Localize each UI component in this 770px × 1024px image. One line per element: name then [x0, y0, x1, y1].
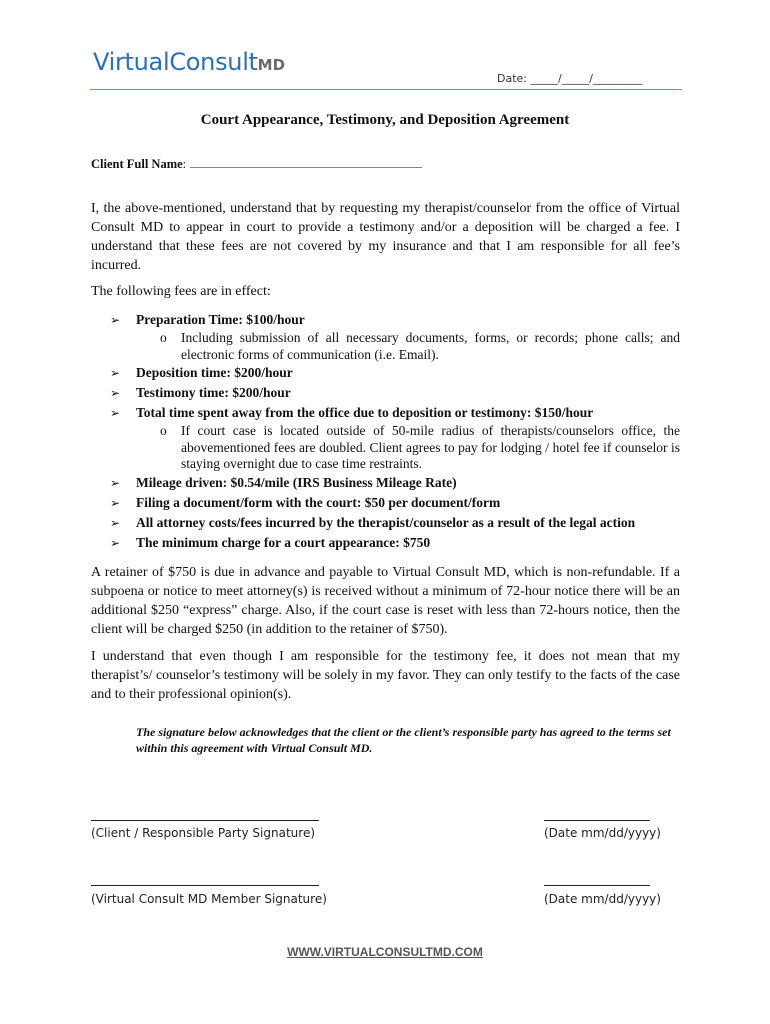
testimony-paragraph: I understand that even though I am responsible for the testimony fee, it does not mean that my therapist’s/ counselor’s testimony will be solely in my favor. They can only testify to the facts of the case and to their professional opinion(s). [91, 649, 680, 702]
fee-item [110, 513, 680, 533]
header-date-field: Date: _____/_____/_________ [497, 72, 643, 85]
member-signature-caption: (Virtual Consult MD Member Signature) [91, 892, 327, 906]
fee-item [110, 403, 680, 473]
circle-bullet-icon: o [160, 330, 167, 345]
fee-item [110, 363, 680, 383]
arrow-bullet-icon: ➢ [110, 535, 121, 550]
fee-label: Filing a document/form with the court: $50 per document/form [136, 494, 501, 510]
member-date-caption: (Date mm/dd/yyyy) [544, 892, 661, 906]
member-signature-line[interactable] [91, 885, 319, 886]
arrow-bullet-icon: ➢ [110, 313, 121, 327]
arrow-bullet-icon: ➢ [110, 495, 121, 510]
retainer-paragraph: A retainer of $750 is due in advance and payable to Virtual Consult MD, which is non-refundable. If a subpoena or notice to meet attorney(s) is received without a minimum of 72-hour notice there will be an additional $250 “express” charge. Also, if the court case is reset with less than 72-hours notice, then the client will be charged $250 (in addition to the retainer of $750). [91, 565, 680, 637]
circle-bullet-icon: o [160, 423, 167, 438]
fee-label: All attorney costs/fees incurred by the therapist/counselor as a result of the legal action [136, 514, 636, 530]
fee-label: Preparation Time: $100/hour [136, 312, 305, 327]
fee-subitem [136, 423, 680, 473]
intro-paragraph: I, the above-mentioned, understand that by requesting my therapist/counselor from the office of Virtual Consult MD to appear in court to provide a testimony and/or a deposition will be charged a fee. I understand that these fees are not covered by my insurance and that I am responsible for all fee’s incurred. [91, 201, 680, 273]
arrow-bullet-icon: ➢ [110, 406, 121, 420]
arrow-bullet-icon: ➢ [110, 515, 121, 530]
fee-label: Testimony time: $200/hour [136, 385, 291, 400]
fee-label: Total time spent away from the office due to deposition or testimony: $150/hour [136, 405, 594, 420]
arrow-bullet-icon: ➢ [110, 475, 121, 490]
arrow-bullet-icon: ➢ [110, 386, 121, 400]
logo-suffix-text: MD [257, 56, 286, 74]
client-name-label: Client Full Name [91, 157, 183, 171]
website-link[interactable]: WWW.VIRTUALCONSULTMD.COM [287, 945, 483, 959]
client-name-blank [190, 155, 422, 168]
logo-main-text: VirtualConsult [93, 48, 258, 76]
client-signature-line[interactable] [91, 820, 319, 821]
fee-item [110, 473, 680, 493]
fee-item [110, 533, 680, 553]
fee-list [110, 310, 680, 553]
document-title: Court Appearance, Testimony, and Deposition Agreement [200, 112, 570, 128]
fee-label: Deposition time: $200/hour [136, 365, 293, 380]
client-date-line[interactable] [544, 820, 650, 821]
client-date-caption: (Date mm/dd/yyyy) [544, 826, 661, 840]
member-date-line[interactable] [544, 885, 650, 886]
fee-label: The minimum charge for a court appearance: $750 [136, 534, 431, 550]
arrow-bullet-icon: ➢ [110, 366, 121, 380]
fees-intro-paragraph: The following fees are in effect: [91, 284, 271, 299]
client-signature-caption: (Client / Responsible Party Signature) [91, 826, 316, 840]
fee-label: Mileage driven: $0.54/mile (IRS Business Mileage Rate) [136, 474, 457, 490]
fee-subitem [136, 330, 680, 363]
fee-subitem-text: Including submission of all necessary documents, forms, or records; phone calls; and electronic forms of communication (i.e. Email). [181, 330, 680, 362]
company-logo [93, 48, 285, 76]
client-name-field: Client Full Name: [91, 155, 422, 172]
signature-acknowledgement: The signature below acknowledges that the client or the client’s responsible party has agreed to the terms set within this agreement with Virtual Consult MD. [136, 725, 671, 755]
fee-item [110, 310, 680, 363]
fee-item [110, 383, 680, 403]
fee-item [110, 493, 680, 513]
header-divider [90, 89, 682, 90]
fee-subitem-text: If court case is located outside of 50-mile radius of therapists/counselors office, the abovementioned fees are doubled. Client agrees to pay for lodging / hotel fee if counselor is staying overnight due to case time restraints. [181, 423, 680, 471]
